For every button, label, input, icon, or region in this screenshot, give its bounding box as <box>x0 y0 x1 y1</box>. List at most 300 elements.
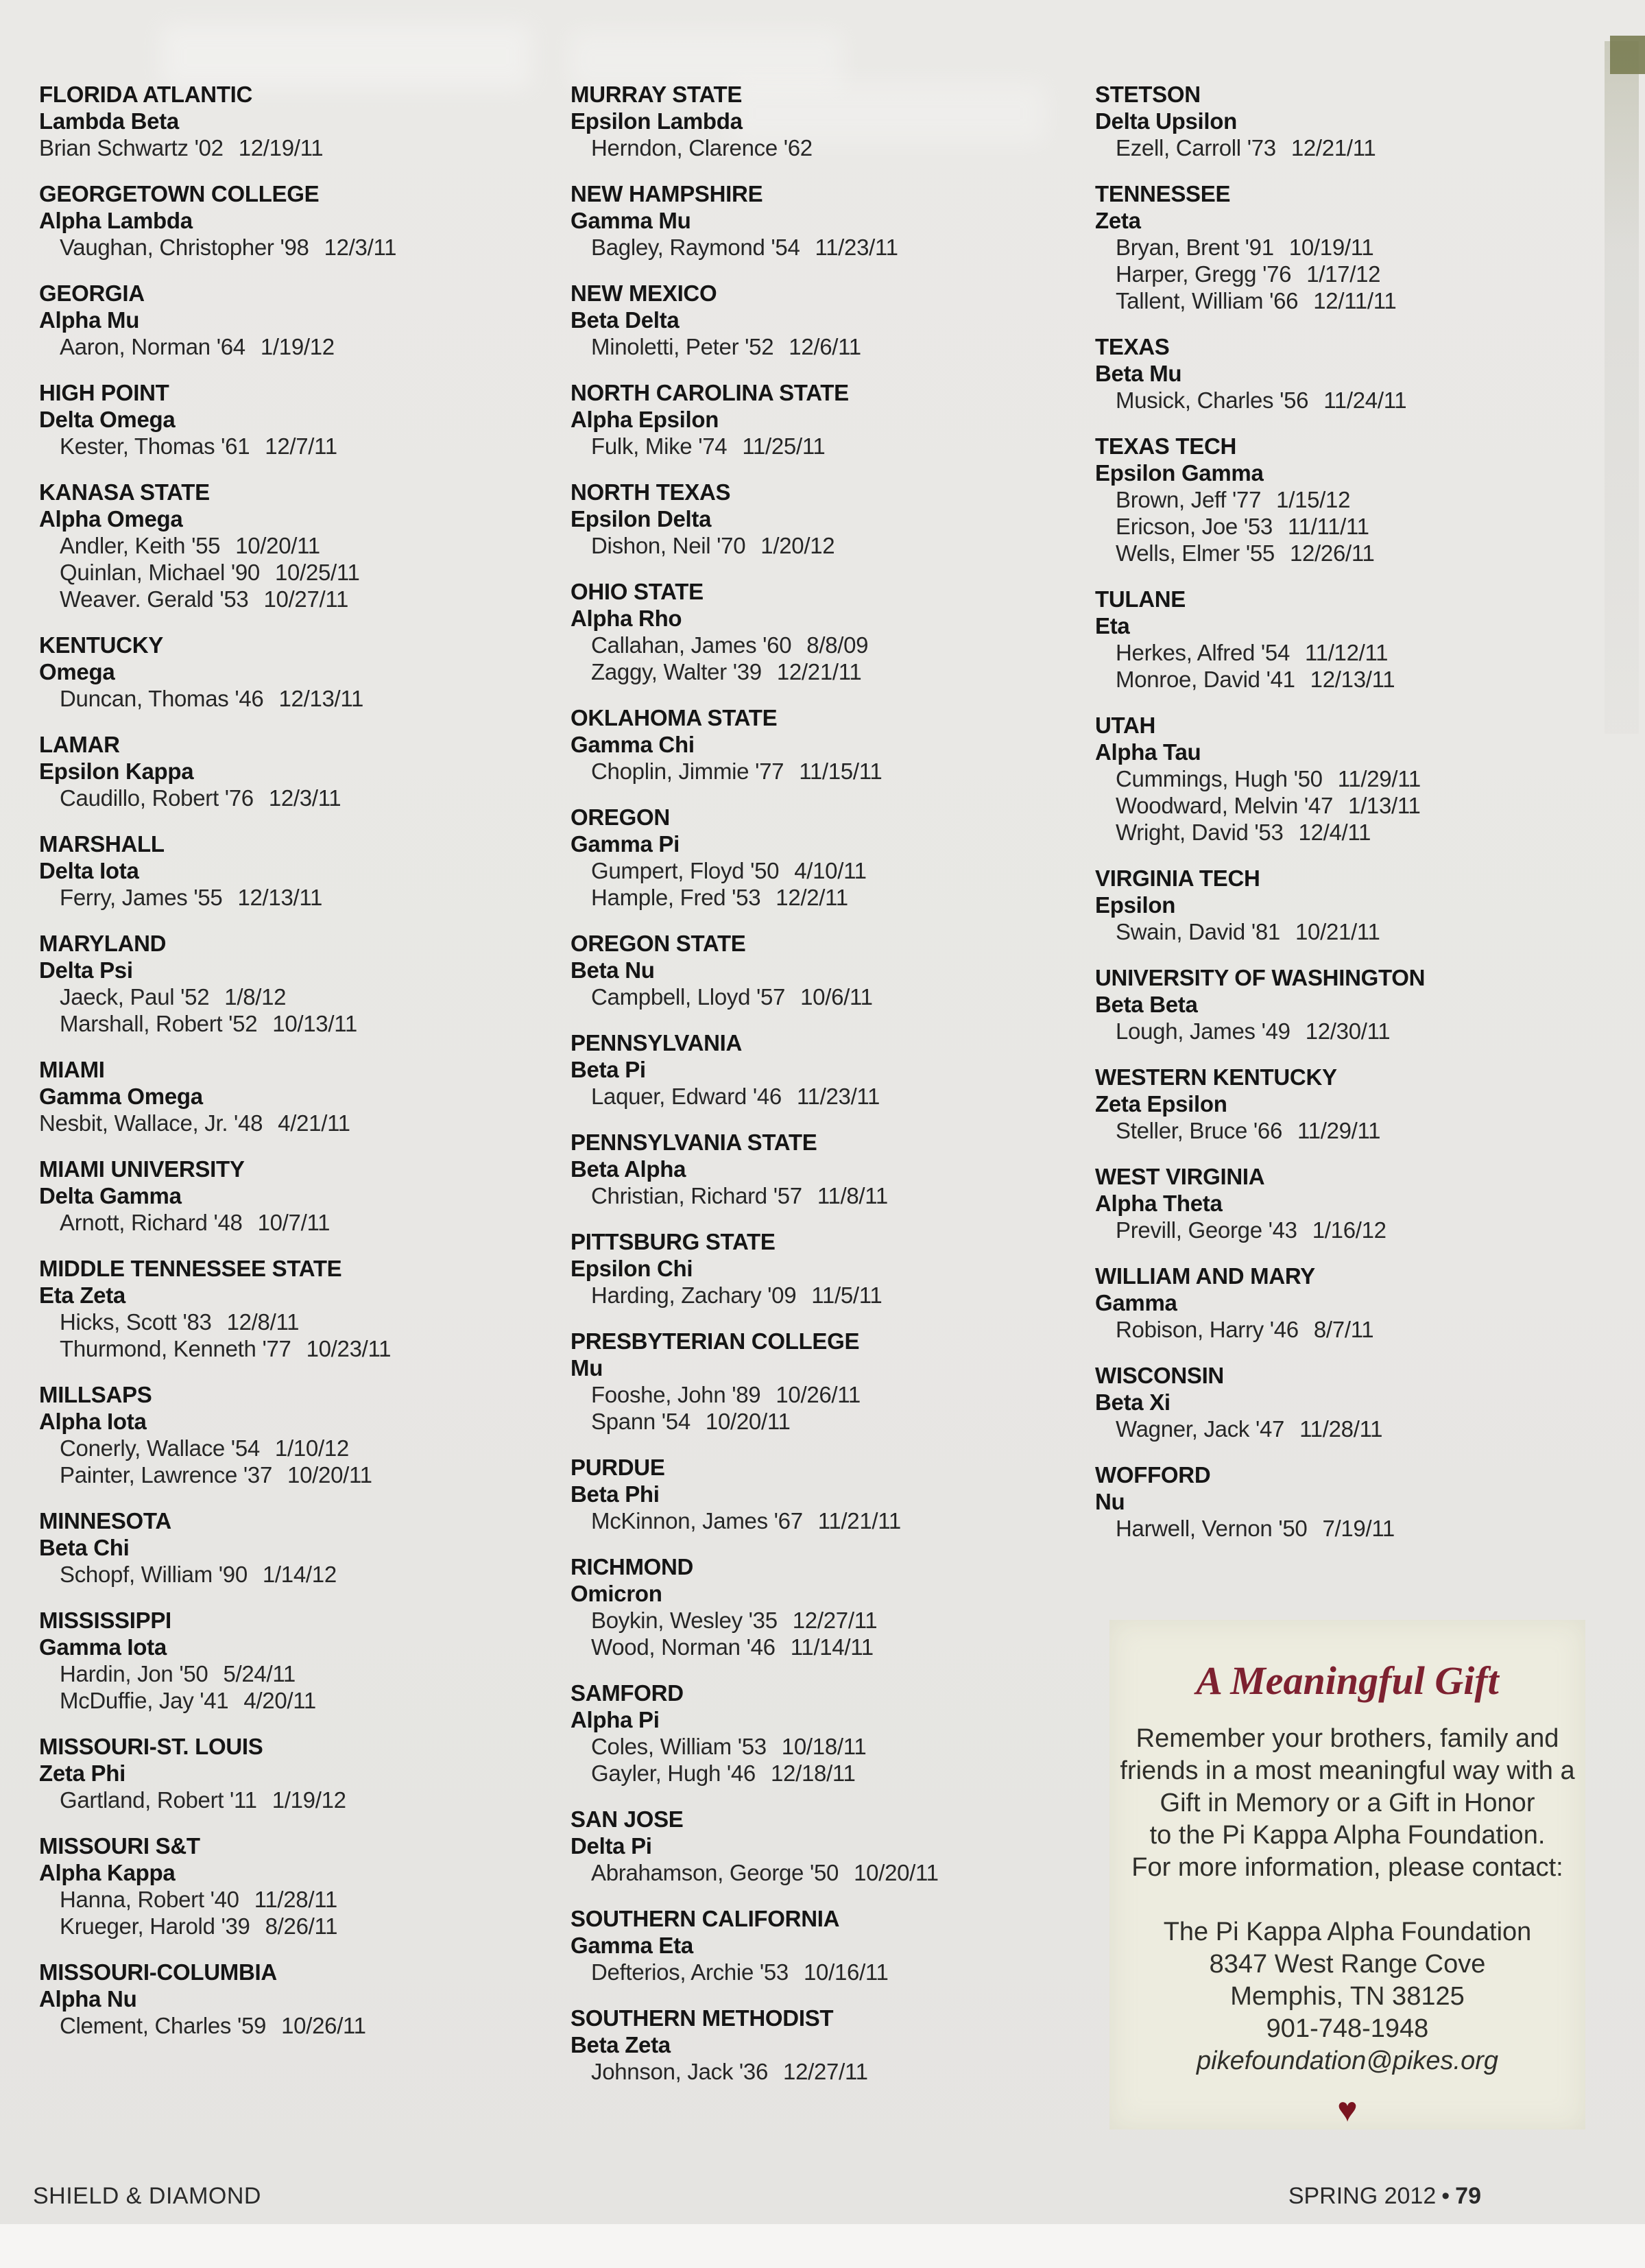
member-name: Nesbit, Wallace, Jr. '48 <box>39 1110 263 1136</box>
member-name: Bagley, Raymond '54 <box>591 235 800 260</box>
chapter-name: Gamma <box>1095 1290 1177 1315</box>
member-entry <box>39 433 547 459</box>
death-date: 12/7/11 <box>265 433 337 459</box>
death-date: 12/4/11 <box>1298 820 1371 845</box>
member-name: Previll, George '43 <box>1116 1217 1297 1243</box>
death-date: 10/13/11 <box>272 1011 357 1036</box>
member-name: Caudillo, Robert '76 <box>60 785 254 811</box>
member-entry <box>39 234 547 261</box>
chapter-section <box>571 1454 1078 1534</box>
gift-contact-line: The Pi Kappa Alpha Foundation <box>1163 1918 1532 1946</box>
chapter-section <box>39 1056 547 1136</box>
death-date: 11/23/11 <box>796 1084 880 1109</box>
chapter-section <box>39 1255 547 1362</box>
member-entry <box>571 134 1078 161</box>
death-date: 11/29/11 <box>1337 766 1421 791</box>
member-entry <box>571 1634 1078 1660</box>
school-name: PURDUE <box>571 1455 665 1480</box>
school-name: WEST VIRGINIA <box>1095 1164 1265 1189</box>
member-name: Schopf, William '90 <box>60 1562 248 1587</box>
chapter-section <box>39 81 547 161</box>
member-name: Arnott, Richard '48 <box>60 1210 243 1235</box>
member-entry <box>1095 1018 1602 1045</box>
school-name: MISSISSIPPI <box>39 1608 171 1633</box>
member-name: McDuffie, Jay '41 <box>60 1688 229 1713</box>
member-name: Tallent, William '66 <box>1116 288 1299 313</box>
chapter-name: Epsilon Lambda <box>571 108 743 134</box>
chapter-name: Beta Beta <box>1095 992 1198 1017</box>
member-entry <box>571 884 1078 911</box>
member-entry <box>39 1787 547 1813</box>
chapter-name: Beta Alpha <box>571 1156 686 1182</box>
death-date: 12/6/11 <box>789 334 861 359</box>
member-name: McKinnon, James '67 <box>591 1508 803 1533</box>
member-entry <box>1095 639 1602 666</box>
death-date: 11/15/11 <box>799 759 882 784</box>
member-entry <box>571 1959 1078 1985</box>
member-name: Fulk, Mike '74 <box>591 433 728 459</box>
member-name: Fooshe, John '89 <box>591 1382 761 1407</box>
death-date: 12/30/11 <box>1305 1018 1391 1044</box>
gift-body-line: to the Pi Kappa Alpha Foundation. <box>1149 1821 1546 1850</box>
chapter-section <box>571 81 1078 161</box>
school-name: KENTUCKY <box>39 632 163 658</box>
member-entry <box>1095 486 1602 513</box>
member-entry <box>1095 287 1602 314</box>
school-name: MIAMI <box>39 1057 105 1082</box>
school-name: NORTH CAROLINA STATE <box>571 380 849 405</box>
member-name: Quinlan, Michael '90 <box>60 560 260 585</box>
gift-body-line: friends in a most meaningful way with a <box>1120 1756 1575 1785</box>
member-name: Wells, Elmer '55 <box>1116 540 1275 566</box>
chapter-section <box>571 930 1078 1010</box>
school-name: WILLIAM AND MARY <box>1095 1263 1315 1289</box>
school-name: WOFFORD <box>1095 1462 1211 1488</box>
gift-contact-line: pikefoundation@pikes.org <box>1197 2046 1498 2075</box>
death-date: 11/25/11 <box>742 433 826 459</box>
chapter-name: Delta Omega <box>39 407 176 432</box>
gift-box-body <box>1109 1723 1585 1884</box>
school-name: PENNSYLVANIA STATE <box>571 1130 817 1155</box>
member-entry <box>39 559 547 586</box>
member-name: Monroe, David '41 <box>1116 667 1295 692</box>
death-date: 1/13/11 <box>1348 793 1421 818</box>
member-name: Laquer, Edward '46 <box>591 1084 782 1109</box>
chapter-section <box>39 280 547 360</box>
member-entry <box>1095 134 1602 161</box>
chapter-name: Beta Chi <box>39 1535 130 1560</box>
chapter-section <box>1095 964 1602 1045</box>
member-entry <box>571 333 1078 360</box>
death-date: 12/26/11 <box>1289 540 1375 566</box>
member-entry <box>571 1381 1078 1408</box>
death-date: 12/19/11 <box>238 135 324 160</box>
member-entry <box>39 1913 547 1939</box>
member-name: Hample, Fred '53 <box>591 885 761 910</box>
death-date: 12/21/11 <box>776 659 862 684</box>
school-name: NEW HAMPSHIRE <box>571 181 763 206</box>
member-name: Gartland, Robert '11 <box>60 1787 257 1813</box>
chapter-name: Alpha Tau <box>1095 739 1201 765</box>
chapter-name: Alpha Kappa <box>39 1860 176 1885</box>
chapter-name: Alpha Iota <box>39 1409 147 1434</box>
member-name: Herndon, Clarence '62 <box>591 135 813 160</box>
member-name: Painter, Lawrence '37 <box>60 1462 273 1488</box>
death-date: 10/20/11 <box>287 1462 372 1488</box>
school-name: SAN JOSE <box>571 1806 684 1832</box>
chapter-section <box>39 1381 547 1488</box>
chapter-section <box>1095 180 1602 314</box>
death-date: 11/28/11 <box>254 1887 337 1912</box>
chapter-section <box>1095 712 1602 846</box>
school-name: FLORIDA ATLANTIC <box>39 82 253 107</box>
death-date: 5/24/11 <box>223 1661 296 1686</box>
member-name: Johnson, Jack '36 <box>591 2059 769 2084</box>
meaningful-gift-box <box>1109 1620 1585 2129</box>
member-entry <box>39 532 547 559</box>
death-date: 1/20/12 <box>760 533 835 558</box>
chapter-name: Delta Upsilon <box>1095 108 1237 134</box>
chapter-section <box>39 180 547 261</box>
member-entry <box>39 2012 547 2039</box>
death-date: 1/14/12 <box>262 1562 337 1587</box>
chapter-section <box>1095 1163 1602 1243</box>
member-name: Vaughan, Christopher '98 <box>60 235 309 260</box>
chapter-name: Gamma Chi <box>571 732 695 757</box>
member-entry <box>571 658 1078 685</box>
member-name: Gayler, Hugh '46 <box>591 1760 756 1786</box>
death-date: 10/6/11 <box>800 984 873 1010</box>
death-date: 8/26/11 <box>265 1913 338 1939</box>
member-entry <box>39 1886 547 1913</box>
footer-separator: • <box>1441 2183 1450 2209</box>
chapter-name: Alpha Omega <box>39 506 183 532</box>
member-entry <box>39 134 547 161</box>
death-date: 4/10/11 <box>794 858 867 883</box>
gift-box-contact <box>1109 1916 1585 2077</box>
death-date: 1/8/12 <box>224 984 287 1010</box>
obituary-column-3 <box>1095 81 1602 1561</box>
school-name: STETSON <box>1095 82 1201 107</box>
school-name: MARYLAND <box>39 931 167 956</box>
chapter-name: Alpha Lambda <box>39 208 193 233</box>
member-entry <box>39 1435 547 1461</box>
school-name: LAMAR <box>39 732 120 757</box>
member-entry <box>1095 1416 1602 1442</box>
school-name: MURRAY STATE <box>571 82 743 107</box>
member-entry <box>1095 819 1602 846</box>
member-name: Abrahamson, George '50 <box>591 1860 839 1885</box>
death-date: 4/21/11 <box>278 1110 350 1136</box>
member-entry <box>39 1110 547 1136</box>
school-name: GEORGETOWN COLLEGE <box>39 181 320 206</box>
obituary-column-1 <box>39 81 547 2058</box>
member-entry <box>571 433 1078 459</box>
member-entry <box>571 1859 1078 1886</box>
death-date: 1/15/12 <box>1276 487 1351 512</box>
member-name: Cummings, Hugh '50 <box>1116 766 1323 791</box>
member-name: Ferry, James '55 <box>60 885 223 910</box>
chapter-section <box>571 1680 1078 1787</box>
death-date: 12/3/11 <box>268 785 341 811</box>
page-footer <box>0 2183 1481 2210</box>
chapter-name: Epsilon Delta <box>571 506 712 532</box>
school-name: MILLSAPS <box>39 1382 152 1407</box>
member-name: Gumpert, Floyd '50 <box>591 858 780 883</box>
school-name: MIAMI UNIVERSITY <box>39 1156 245 1182</box>
death-date: 10/20/11 <box>705 1409 791 1434</box>
school-name: SOUTHERN CALIFORNIA <box>571 1906 840 1931</box>
school-name: SAMFORD <box>571 1680 684 1706</box>
school-name: OHIO STATE <box>571 579 704 604</box>
member-entry <box>1095 1117 1602 1144</box>
member-entry <box>39 685 547 712</box>
chapter-name: Alpha Theta <box>1095 1191 1223 1216</box>
member-entry <box>39 1010 547 1037</box>
chapter-section <box>39 1733 547 1813</box>
school-name: VIRGINIA TECH <box>1095 866 1260 891</box>
school-name: NORTH TEXAS <box>571 479 731 505</box>
school-name: HIGH POINT <box>39 380 169 405</box>
member-entry <box>571 632 1078 658</box>
chapter-section <box>1095 865 1602 945</box>
page-edge-band <box>1605 41 1639 734</box>
member-name: Duncan, Thomas '46 <box>60 686 264 711</box>
chapter-name: Epsilon Gamma <box>1095 460 1264 486</box>
member-entry <box>1095 1217 1602 1243</box>
death-date: 12/21/11 <box>1290 135 1376 160</box>
chapter-section <box>39 1959 547 2039</box>
death-date: 10/7/11 <box>257 1210 331 1235</box>
school-name: MARSHALL <box>39 831 165 857</box>
gift-body-line: Gift in Memory or a Gift in Honor <box>1160 1789 1535 1817</box>
chapter-name: Nu <box>1095 1489 1125 1514</box>
death-date: 10/26/11 <box>281 2013 366 2038</box>
chapter-name: Epsilon Kappa <box>39 759 194 784</box>
member-entry <box>571 1182 1078 1209</box>
member-name: Marshall, Robert '52 <box>60 1011 258 1036</box>
member-name: Wood, Norman '46 <box>591 1634 776 1660</box>
member-name: Wagner, Jack '47 <box>1116 1416 1285 1442</box>
death-date: 10/20/11 <box>235 533 320 558</box>
member-name: Krueger, Harold '39 <box>60 1913 250 1939</box>
chapter-name: Alpha Pi <box>571 1707 660 1732</box>
death-date: 10/21/11 <box>1295 919 1380 944</box>
chapter-section <box>39 930 547 1037</box>
chapter-name: Gamma Eta <box>571 1933 693 1958</box>
chapter-section <box>571 704 1078 785</box>
member-entry <box>571 2058 1078 2085</box>
chapter-name: Zeta <box>1095 208 1141 233</box>
member-name: Campbell, Lloyd '57 <box>591 984 786 1010</box>
member-entry <box>571 1408 1078 1435</box>
death-date: 1/17/12 <box>1306 261 1381 287</box>
member-entry <box>1095 918 1602 945</box>
member-name: Robison, Harry '46 <box>1116 1317 1299 1342</box>
school-name: TEXAS TECH <box>1095 433 1237 459</box>
school-name: PENNSYLVANIA <box>571 1030 743 1055</box>
death-date: 10/25/11 <box>274 560 360 585</box>
chapter-section <box>571 1029 1078 1110</box>
chapter-section <box>39 1507 547 1588</box>
member-entry <box>571 1760 1078 1787</box>
member-entry <box>39 983 547 1010</box>
member-entry <box>571 1282 1078 1309</box>
member-name: Choplin, Jimmie '77 <box>591 759 784 784</box>
chapter-name: Beta Delta <box>571 307 680 333</box>
member-entry <box>39 785 547 811</box>
member-name: Thurmond, Kenneth '77 <box>60 1336 291 1361</box>
member-entry <box>571 532 1078 559</box>
school-name: TEXAS <box>1095 334 1170 359</box>
member-entry <box>571 1507 1078 1534</box>
chapter-name: Delta Gamma <box>39 1183 182 1208</box>
death-date: 11/23/11 <box>815 235 898 260</box>
chapter-name: Alpha Epsilon <box>571 407 719 432</box>
member-entry <box>39 1209 547 1236</box>
death-date: 1/10/12 <box>274 1435 349 1461</box>
member-entry <box>39 1461 547 1488</box>
member-name: Swain, David '81 <box>1116 919 1280 944</box>
member-name: Andler, Keith '55 <box>60 533 221 558</box>
member-name: Callahan, James '60 <box>591 632 792 658</box>
member-entry <box>1095 1515 1602 1542</box>
chapter-section <box>1095 1362 1602 1442</box>
gift-box-title: A Meaningful Gift <box>1196 1658 1499 1703</box>
member-entry <box>39 586 547 612</box>
member-name: Boykin, Wesley '35 <box>591 1608 778 1633</box>
member-entry <box>571 234 1078 261</box>
death-date: 1/19/12 <box>260 334 335 359</box>
member-entry <box>571 1607 1078 1634</box>
member-name: Musick, Charles '56 <box>1116 387 1309 413</box>
member-name: Hardin, Jon '50 <box>60 1661 208 1686</box>
school-name: MINNESOTA <box>39 1508 171 1533</box>
chapter-section <box>571 1553 1078 1660</box>
member-name: Harwell, Vernon '50 <box>1116 1516 1308 1541</box>
chapter-section <box>571 804 1078 911</box>
member-name: Hanna, Robert '40 <box>60 1887 239 1912</box>
member-entry <box>1095 387 1602 414</box>
school-name: KANASA STATE <box>39 479 210 505</box>
chapter-name: Beta Phi <box>571 1481 660 1507</box>
death-date: 10/19/11 <box>1288 235 1374 260</box>
chapter-section <box>571 578 1078 685</box>
school-name: OKLAHOMA STATE <box>571 705 778 730</box>
chapter-section <box>571 1806 1078 1886</box>
member-name: Weaver. Gerald '53 <box>60 586 249 612</box>
death-date: 10/23/11 <box>306 1336 392 1361</box>
member-entry <box>571 857 1078 884</box>
chapter-section <box>1095 433 1602 566</box>
death-date: 10/26/11 <box>776 1382 861 1407</box>
member-entry <box>39 1309 547 1335</box>
death-date: 10/27/11 <box>263 586 349 612</box>
member-name: Wright, David '53 <box>1116 820 1284 845</box>
member-name: Kester, Thomas '61 <box>60 433 250 459</box>
member-entry <box>571 1733 1078 1760</box>
chapter-name: Beta Pi <box>571 1057 646 1082</box>
heart-icon: ♥ <box>1337 2090 1358 2129</box>
death-date: 8/8/09 <box>806 632 869 658</box>
school-name: OREGON <box>571 804 670 830</box>
chapter-section <box>571 479 1078 559</box>
chapter-name: Eta <box>1095 613 1130 638</box>
death-date: 11/8/11 <box>817 1183 888 1208</box>
member-name: Defterios, Archie '53 <box>591 1959 789 1985</box>
chapter-name: Gamma Mu <box>571 208 691 233</box>
member-name: Lough, James '49 <box>1116 1018 1290 1044</box>
chapter-name: Alpha Nu <box>39 1986 137 2012</box>
chapter-section <box>571 180 1078 261</box>
chapter-section <box>571 1129 1078 1209</box>
member-name: Coles, William '53 <box>591 1734 767 1759</box>
chapter-name: Zeta Epsilon <box>1095 1091 1227 1117</box>
school-name: MIDDLE TENNESSEE STATE <box>39 1256 342 1281</box>
school-name: WISCONSIN <box>1095 1363 1224 1388</box>
chapter-name: Mu <box>571 1355 603 1381</box>
school-name: MISSOURI-COLUMBIA <box>39 1959 277 1985</box>
member-entry <box>1095 540 1602 566</box>
school-name: GEORGIA <box>39 280 145 306</box>
chapter-name: Alpha Mu <box>39 307 140 333</box>
death-date: 10/16/11 <box>803 1959 889 1985</box>
death-date: 10/20/11 <box>854 1860 939 1885</box>
gift-contact-line: 8347 West Range Cove <box>1209 1950 1486 1979</box>
member-name: Christian, Richard '57 <box>591 1183 802 1208</box>
member-name: Spann '54 <box>591 1409 691 1434</box>
death-date: 11/29/11 <box>1297 1118 1381 1143</box>
school-name: OREGON STATE <box>571 931 746 956</box>
death-date: 8/7/11 <box>1313 1317 1374 1342</box>
gift-body-line: For more information, please contact: <box>1131 1853 1563 1882</box>
chapter-name: Omicron <box>571 1581 662 1606</box>
member-name: Brown, Jeff '77 <box>1116 487 1262 512</box>
member-name: Clement, Charles '59 <box>60 2013 267 2038</box>
chapter-section <box>1095 333 1602 414</box>
member-entry <box>39 1561 547 1588</box>
gift-contact-line: 901-748-1948 <box>1266 2014 1429 2043</box>
death-date: 1/16/12 <box>1312 1217 1386 1243</box>
death-date: 11/5/11 <box>811 1282 882 1308</box>
death-date: 11/11/11 <box>1287 514 1369 539</box>
school-name: UNIVERSITY OF WASHINGTON <box>1095 965 1426 990</box>
member-name: Jaeck, Paul '52 <box>60 984 210 1010</box>
member-entry <box>571 983 1078 1010</box>
school-name: MISSOURI S&T <box>39 1833 200 1859</box>
member-name: Harper, Gregg '76 <box>1116 261 1292 287</box>
chapter-section <box>571 1328 1078 1435</box>
member-entry <box>571 758 1078 785</box>
death-date: 12/11/11 <box>1313 288 1397 313</box>
chapter-section <box>571 280 1078 360</box>
chapter-name: Lambda Beta <box>39 108 179 134</box>
member-entry <box>39 1660 547 1687</box>
chapter-section <box>39 632 547 712</box>
member-entry <box>571 1083 1078 1110</box>
school-name: TENNESSEE <box>1095 181 1231 206</box>
death-date: 4/20/11 <box>243 1688 316 1713</box>
chapter-section <box>39 1607 547 1714</box>
member-entry <box>39 1335 547 1362</box>
chapter-section <box>39 1833 547 1939</box>
member-entry <box>39 884 547 911</box>
member-entry <box>1095 234 1602 261</box>
chapter-name: Gamma Pi <box>571 831 680 857</box>
magazine-title: SHIELD & DIAMOND <box>33 2183 261 2209</box>
member-name: Hicks, Scott '83 <box>60 1309 212 1335</box>
death-date: 11/12/11 <box>1305 640 1389 665</box>
